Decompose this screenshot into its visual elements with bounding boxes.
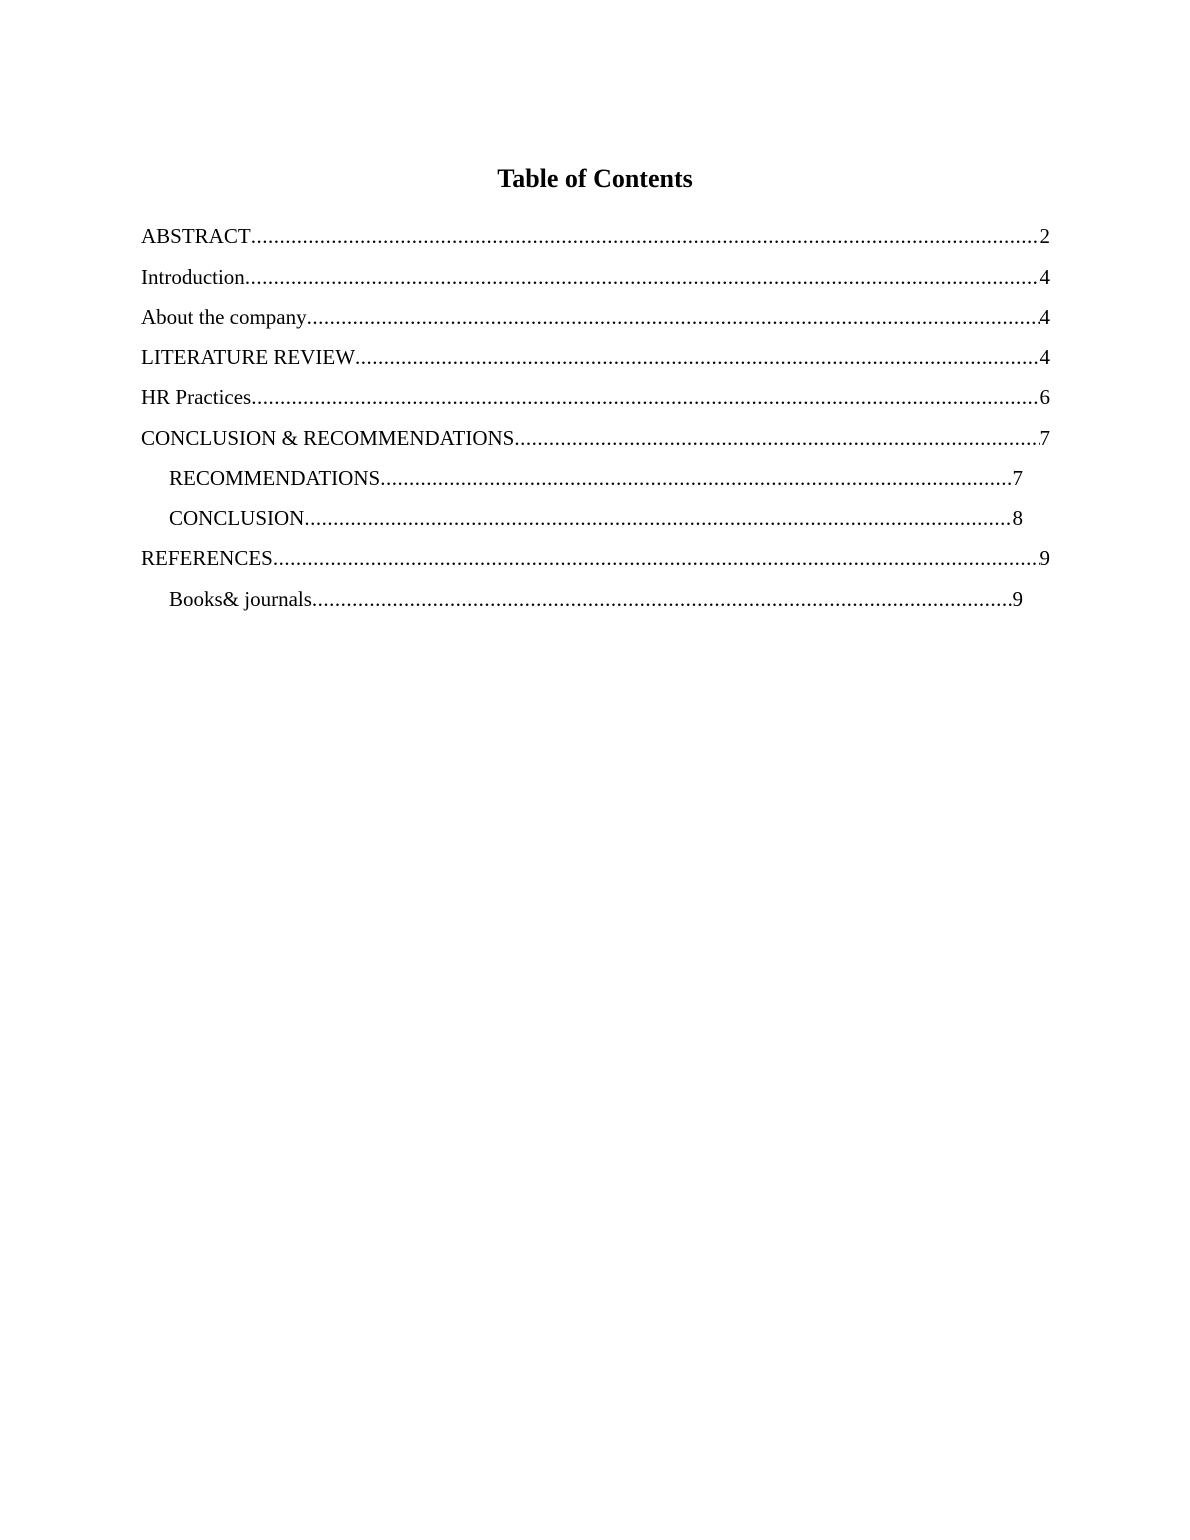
toc-entry-conclusion-recommendations[interactable] — [141, 424, 1050, 452]
toc-entry-page-number: 2 — [1039, 224, 1050, 248]
toc-entry-page-number: 7 — [1012, 466, 1023, 490]
toc-entry-page-number: 4 — [1039, 305, 1050, 329]
toc-entry-label: CONCLUSION — [169, 506, 305, 530]
toc-dot-leader — [251, 383, 1039, 411]
toc-entry-hr-practices[interactable] — [141, 383, 1050, 411]
toc-entry-page-number: 4 — [1039, 345, 1050, 369]
toc-title: Table of Contents — [497, 164, 693, 193]
toc-entry-page-number: 9 — [1012, 587, 1023, 611]
toc-entry-recommendations[interactable] — [169, 464, 1023, 492]
toc-entry-label: Books& journals — [169, 587, 312, 611]
toc-entry-books-journals[interactable] — [169, 585, 1023, 613]
toc-dot-leader — [245, 263, 1040, 291]
toc-entry-abstract[interactable] — [141, 222, 1050, 250]
toc-entry-page-number: 6 — [1039, 385, 1050, 409]
toc-dot-leader — [307, 303, 1040, 331]
toc-entry-label: About the company — [141, 305, 307, 329]
toc-entry-page-number: 4 — [1039, 265, 1050, 289]
toc-entry-about-the-company[interactable] — [141, 303, 1050, 331]
toc-entry-page-number: 9 — [1039, 546, 1050, 570]
toc-entry-label: RECOMMENDATIONS — [169, 466, 381, 490]
toc-entry-introduction[interactable] — [141, 263, 1050, 291]
toc-dot-leader — [312, 585, 1013, 613]
toc-entry-label: REFERENCES — [141, 546, 273, 570]
toc-dot-leader — [273, 544, 1040, 572]
toc-dot-leader — [355, 343, 1039, 371]
toc-entry-literature-review[interactable] — [141, 343, 1050, 371]
toc-entry-label: Introduction — [141, 265, 245, 289]
toc-entry-page-number: 8 — [1012, 506, 1023, 530]
toc-entry-label: LITERATURE REVIEW — [141, 345, 356, 369]
toc-entry-page-number: 7 — [1039, 426, 1050, 450]
toc-entry-label: HR Practices — [141, 385, 252, 409]
toc-entry-references[interactable] — [141, 544, 1050, 572]
toc-entry-label: ABSTRACT — [141, 224, 251, 248]
toc-dot-leader — [514, 424, 1039, 452]
toc-entry-label: CONCLUSION & RECOMMENDATIONS — [141, 426, 515, 450]
toc-dot-leader — [380, 464, 1012, 492]
toc-entry-conclusion[interactable] — [169, 504, 1023, 532]
toc-dot-leader — [304, 504, 1012, 532]
toc-dot-leader — [251, 222, 1040, 250]
